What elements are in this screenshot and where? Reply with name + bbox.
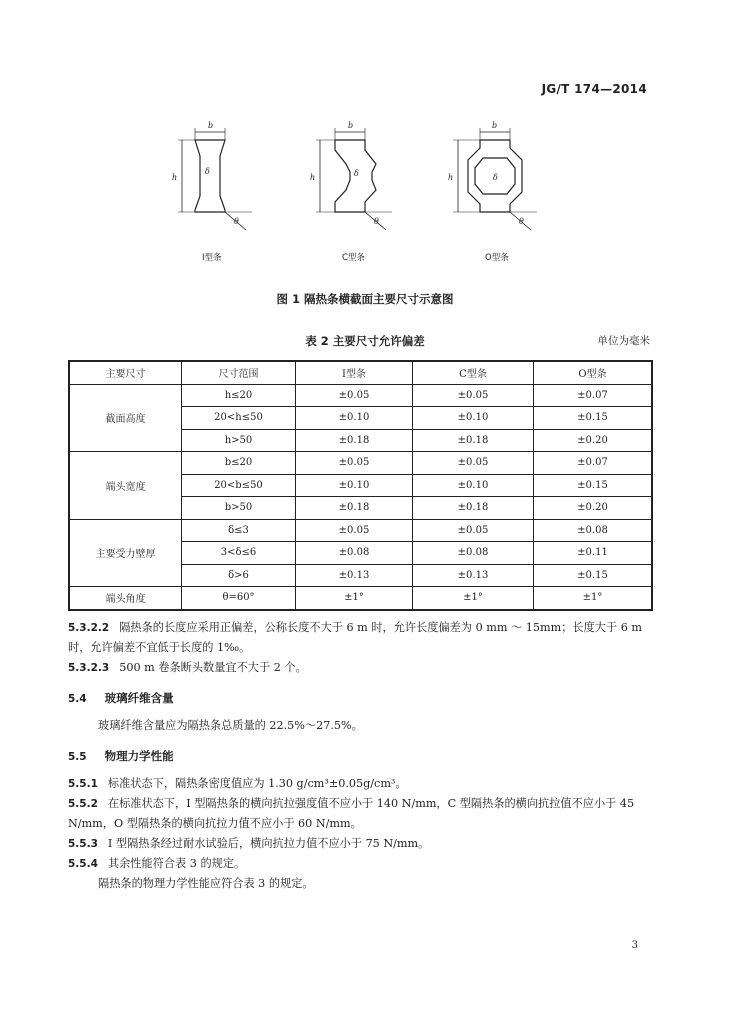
- table-row: [69, 587, 652, 610]
- group-name: 端头宽度: [69, 452, 182, 520]
- value-cell: ±0.08: [413, 542, 534, 565]
- value-cell: ±0.10: [413, 474, 534, 497]
- table-row: [69, 452, 652, 475]
- section-5-5-heading: 5.5 物理力学性能: [68, 749, 174, 763]
- svg-text:θ: θ: [374, 217, 379, 226]
- range-cell: δ≤3: [182, 519, 296, 542]
- column-header: I型条: [296, 361, 413, 384]
- table-header-row: [69, 361, 652, 384]
- clause-5-5-4-text: 隔热条的物理力学性能应符合表 3 的规定。: [98, 877, 314, 890]
- figure-caption: 图 1 隔热条横截面主要尺寸示意图: [276, 292, 454, 306]
- column-header: 主要尺寸: [69, 361, 182, 384]
- clause-5-3-2-2: 5.3.2.2 隔热条的长度应采用正偏差，公称长度不大于 6 m 时，允许长度偏差为 0 mm ～ 15mm；长度大于 6 m 时，允许偏差不宜低于长度的 1‰。: [68, 621, 643, 654]
- value-cell: ±0.05: [413, 452, 534, 475]
- clause-5-5-4: 5.5.4 其余性能符合表 3 的规定。: [68, 857, 246, 870]
- value-cell: ±1°: [296, 587, 413, 610]
- value-cell: ±0.05: [296, 519, 413, 542]
- svg-text:h: h: [172, 173, 178, 182]
- range-cell: b≤20: [182, 452, 296, 475]
- value-cell: ±0.18: [296, 497, 413, 520]
- value-cell: ±0.08: [534, 519, 653, 542]
- svg-text:δ: δ: [493, 173, 498, 182]
- svg-text:θ: θ: [234, 217, 239, 226]
- value-cell: ±0.11: [534, 542, 653, 565]
- value-cell: ±0.08: [296, 542, 413, 565]
- value-cell: ±0.07: [534, 452, 653, 475]
- i-type-profile: [178, 128, 252, 230]
- standard-code: JG/T 174—2014: [541, 82, 647, 96]
- table-row: [69, 519, 652, 542]
- clause-5-5-1: 5.5.1 标准状态下，隔热条密度值应为 1.30 g/cm³±0.05g/cm³。: [68, 777, 407, 790]
- value-cell: ±0.10: [296, 407, 413, 430]
- clause-5-5-2: 5.5.2 在标准状态下，I 型隔热条的横向抗拉强度值不应小于 140 N/mm，C 型隔热条的横向抗拉值不应小于 45 N/mm，O 型隔热条的横向抗拉力值不应小于 60 N/mm。: [68, 797, 635, 830]
- group-name: 截面高度: [69, 384, 182, 452]
- svg-text:b: b: [492, 121, 498, 130]
- range-cell: h>50: [182, 429, 296, 452]
- value-cell: ±0.15: [534, 564, 653, 587]
- section-5-4-text: 玻璃纤维含量应为隔热条总质量的 22.5%～27.5%。: [98, 719, 363, 732]
- value-cell: ±1°: [534, 587, 653, 610]
- range-cell: 20<b≤50: [182, 474, 296, 497]
- i-type-caption: I型条: [202, 253, 222, 263]
- value-cell: ±0.10: [296, 474, 413, 497]
- column-header: 尺寸范围: [182, 361, 296, 384]
- value-cell: ±0.18: [413, 429, 534, 452]
- value-cell: ±0.18: [296, 429, 413, 452]
- cross-section-figure: [150, 110, 570, 280]
- clause-5-5-3: 5.5.3 I 型隔热条经过耐水试验后，横向抗拉力值不应小于 75 N/mm。: [68, 837, 430, 850]
- svg-text:δ: δ: [354, 169, 359, 178]
- svg-text:θ: θ: [519, 217, 524, 226]
- unit-note: 单位为毫米: [597, 335, 650, 347]
- value-cell: ±0.15: [534, 474, 653, 497]
- o-type-caption: O型条: [485, 253, 509, 263]
- svg-text:b: b: [208, 121, 214, 130]
- svg-text:δ: δ: [205, 167, 210, 176]
- svg-text:h: h: [448, 173, 454, 182]
- table-title: 表 2 主要尺寸允许偏差: [305, 334, 425, 348]
- value-cell: ±0.05: [413, 519, 534, 542]
- range-cell: θ=60°: [182, 587, 296, 610]
- value-cell: ±0.15: [534, 407, 653, 430]
- column-header: C型条: [413, 361, 534, 384]
- group-name: 主要受力壁厚: [69, 519, 182, 587]
- range-cell: 20<h≤50: [182, 407, 296, 430]
- value-cell: ±1°: [413, 587, 534, 610]
- value-cell: ±0.13: [296, 564, 413, 587]
- value-cell: ±0.20: [534, 429, 653, 452]
- value-cell: ±0.05: [413, 384, 534, 407]
- value-cell: ±0.13: [413, 564, 534, 587]
- range-cell: h≤20: [182, 384, 296, 407]
- tolerance-table: [68, 360, 653, 611]
- range-cell: δ>6: [182, 564, 296, 587]
- range-cell: b>50: [182, 497, 296, 520]
- table-row: [69, 384, 652, 407]
- range-cell: 3<δ≤6: [182, 542, 296, 565]
- svg-text:b: b: [348, 121, 354, 130]
- c-type-profile: [316, 128, 392, 230]
- value-cell: ±0.10: [413, 407, 534, 430]
- value-cell: ±0.05: [296, 384, 413, 407]
- column-header: O型条: [534, 361, 653, 384]
- group-name: 端头角度: [69, 587, 182, 610]
- svg-text:h: h: [310, 173, 316, 182]
- value-cell: ±0.20: [534, 497, 653, 520]
- clause-5-3-2-3: 5.3.2.3 500 m 卷条断头数量宜不大于 2 个。: [68, 661, 307, 674]
- c-type-caption: C型条: [342, 253, 365, 263]
- value-cell: ±0.18: [413, 497, 534, 520]
- value-cell: ±0.07: [534, 384, 653, 407]
- page-number: 3: [631, 940, 638, 951]
- value-cell: ±0.05: [296, 452, 413, 475]
- section-5-4-heading: 5.4 玻璃纤维含量: [68, 691, 174, 705]
